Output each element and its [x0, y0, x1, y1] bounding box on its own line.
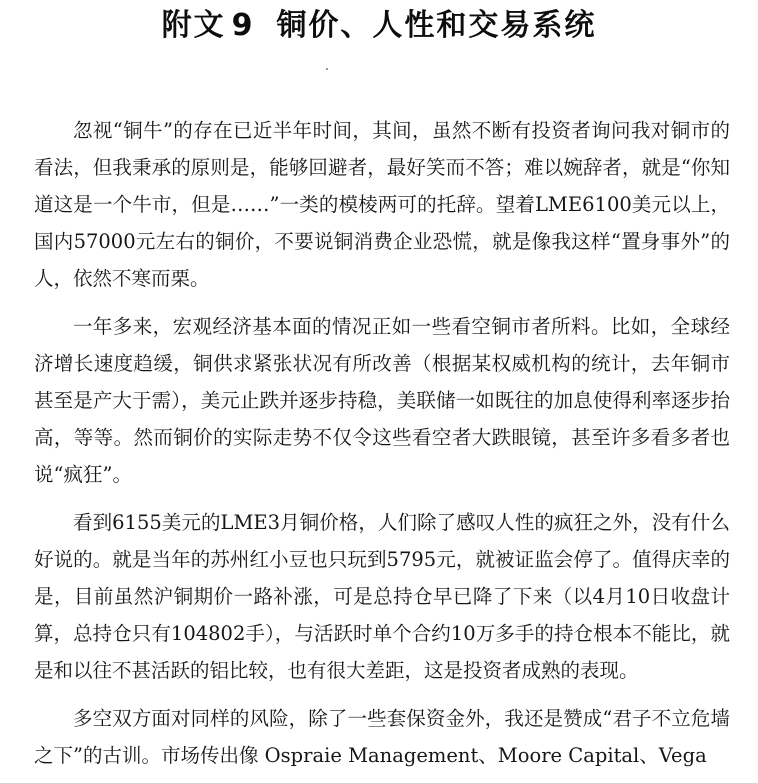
- article-title: [0, 4, 758, 48]
- article-title-prefix: 附文: [161, 8, 226, 43]
- paragraph: 多空双方面对同样的风险，除了一些套保资金外，我还是赞成“君子不立危墙之下”的古训。市场传出像 Ospraie Management、Moore Capital、Vega: [34, 707, 730, 767]
- article-body: [34, 112, 730, 774]
- article-title-text: 铜价、人性和交易系统: [276, 8, 597, 43]
- article-title-number: 9: [231, 8, 255, 43]
- paragraph: 一年多来，宏观经济基本面的情况正如一些看空铜市者所料。比如，全球经济增长速度趋缓，铜供求紧张状况有所改善（根据某权威机构的统计，去年铜市甚至是产大于需），美元止跌并逐步持稳，美联储一如既往的加息使得利率逐步抬高，等等。然而铜价的实际走势不仅令这些看空者大跌眼镜，甚至许多看多者也说“疯狂”。: [34, 315, 730, 486]
- paragraph: 忽视“铜牛”的存在已近半年时间，其间，虽然不断有投资者询问我对铜市的看法，但我秉承的原则是，能够回避者，最好笑而不答；难以婉辞者，就是“你知道这是一个牛市，但是……”一类的模棱两可的托辞。望着LME6100美元以上，国内57000元左右的铜价，不要说铜消费企业恐慌，就是像我这样“置身事外”的人，依然不寒而栗。: [34, 119, 730, 290]
- scan-speck: [326, 68, 328, 70]
- paragraph: 看到6155美元的LME3月铜价格，人们除了感叹人性的疯狂之外，没有什么好说的。就是当年的苏州红小豆也只玩到5795元，就被证监会停了。值得庆幸的是，目前虽然沪铜期价一路补涨，可是总持仓早已降了下来（以4月10日收盘计算，总持仓只有104802手），与活跃时单个合约10万多手的持仓根本不能比，就是和以往不甚活跃的铝比较，也有很大差距，这是投资者成熟的表现。: [34, 511, 730, 682]
